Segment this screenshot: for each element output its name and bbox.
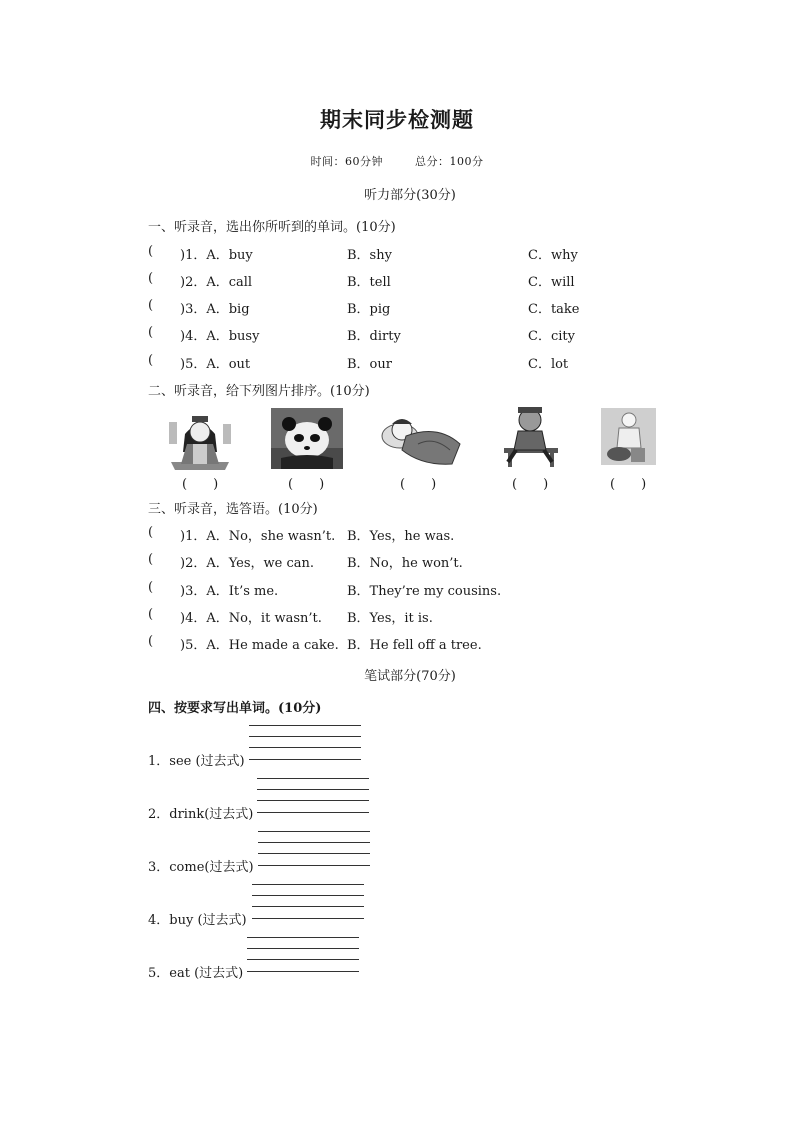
four-line-grid-line bbox=[247, 959, 359, 960]
four-line-grid-line bbox=[249, 736, 361, 737]
q4-option-b: B．dirty bbox=[347, 329, 401, 344]
q3-option-b: B．pig bbox=[347, 302, 391, 317]
q2-option-a: )2．A．call bbox=[180, 275, 253, 290]
four-line-grid-line bbox=[247, 971, 359, 972]
q2-option-b: B．tell bbox=[347, 275, 391, 290]
s3-q4-option-a: )4．A．No，it wasn’t. bbox=[180, 611, 322, 626]
s3-q2-option-a: )2．A．Yes，we can. bbox=[180, 556, 315, 571]
four-line-grid-line bbox=[257, 789, 369, 790]
exam-time: 时间：60分钟 bbox=[310, 155, 383, 168]
q2-option-c: C．will bbox=[528, 275, 575, 290]
section-3-title: 三、听录音，选答语。(10分) bbox=[148, 502, 318, 517]
word-item-5: 5．eat (过去式) bbox=[148, 966, 244, 981]
four-line-grid-line bbox=[247, 948, 359, 949]
exam-score: 总分：100分 bbox=[415, 155, 484, 168]
picture-answer-blank[interactable]: ( ) bbox=[610, 477, 647, 492]
exam-meta bbox=[0, 153, 794, 169]
q4-option-c: C．city bbox=[528, 329, 575, 344]
picture-answer-blank[interactable]: ( ) bbox=[288, 477, 325, 492]
section-1-title: 一、听录音，选出你所听到的单词。(10分) bbox=[148, 220, 396, 235]
word-item-3: 3．come(过去式) bbox=[148, 860, 254, 875]
four-line-grid-line bbox=[249, 725, 361, 726]
answer-paren: ( bbox=[148, 244, 154, 259]
boy-with-dog-icon bbox=[601, 408, 656, 465]
q1-option-a: )1．A．buy bbox=[180, 248, 253, 263]
four-line-grid-line bbox=[258, 853, 370, 854]
word-item-1: 1．see (过去式) bbox=[148, 754, 245, 769]
page-title: 期末同步检测题 bbox=[320, 108, 474, 132]
four-line-grid-line bbox=[252, 895, 364, 896]
q3-option-c: C．take bbox=[528, 302, 580, 317]
four-line-grid-line bbox=[252, 906, 364, 907]
answer-paren: ( bbox=[148, 580, 154, 595]
four-line-grid-line bbox=[257, 778, 369, 779]
s3-q3-option-a: )3．A．It’s me. bbox=[180, 584, 279, 599]
q1-option-c: C．why bbox=[528, 248, 578, 263]
s3-q1-option-b: B．Yes，he was. bbox=[347, 529, 455, 544]
s3-q2-option-b: B．No，he won’t. bbox=[347, 556, 463, 571]
q1-option-b: B．shy bbox=[347, 248, 392, 263]
q4-option-a: )4．A．busy bbox=[180, 329, 260, 344]
four-line-grid-line bbox=[258, 831, 370, 832]
girl-icon bbox=[165, 404, 235, 472]
four-line-grid-line bbox=[249, 747, 361, 748]
four-line-grid-line bbox=[258, 865, 370, 866]
word-item-4: 4．buy (过去式) bbox=[148, 913, 247, 928]
four-line-grid-line bbox=[252, 884, 364, 885]
word-item-2: 2．drink(过去式) bbox=[148, 807, 254, 822]
section-4-title: 四、按要求写出单词。(10分) bbox=[148, 701, 322, 716]
four-line-grid-line bbox=[252, 918, 364, 919]
four-line-grid-line bbox=[257, 812, 369, 813]
picture-answer-blank[interactable]: ( ) bbox=[400, 477, 437, 492]
s3-q3-option-b: B．They’re my cousins. bbox=[347, 584, 502, 599]
q3-option-a: )3．A．big bbox=[180, 302, 250, 317]
answer-paren: ( bbox=[148, 298, 154, 313]
boy-on-bench-icon bbox=[500, 404, 562, 468]
answer-paren: ( bbox=[148, 353, 154, 368]
listening-header: 听力部分(30分) bbox=[364, 188, 456, 203]
four-line-grid-line bbox=[247, 937, 359, 938]
s3-q5-option-b: B．He fell off a tree. bbox=[347, 638, 482, 653]
answer-paren: ( bbox=[148, 607, 154, 622]
answer-paren: ( bbox=[148, 271, 154, 286]
s3-q1-option-a: )1．A．No，she wasn’t. bbox=[180, 529, 336, 544]
writing-header: 笔试部分(70分) bbox=[364, 669, 456, 684]
s3-q5-option-a: )5．A．He made a cake. bbox=[180, 638, 339, 653]
four-line-grid-line bbox=[249, 759, 361, 760]
four-line-grid-line bbox=[258, 842, 370, 843]
answer-paren: ( bbox=[148, 325, 154, 340]
q5-option-b: B．our bbox=[347, 357, 392, 372]
answer-paren: ( bbox=[148, 552, 154, 567]
picture-answer-blank[interactable]: ( ) bbox=[182, 477, 219, 492]
section-2-title: 二、听录音，给下列图片排序。(10分) bbox=[148, 384, 370, 399]
q5-option-c: C．lot bbox=[528, 357, 569, 372]
answer-paren: ( bbox=[148, 634, 154, 649]
answer-paren: ( bbox=[148, 525, 154, 540]
four-line-grid-line bbox=[257, 800, 369, 801]
s3-q4-option-b: B．Yes，it is. bbox=[347, 611, 433, 626]
panda-icon bbox=[271, 408, 343, 469]
sleeping-child-icon bbox=[378, 406, 464, 470]
picture-answer-blank[interactable]: ( ) bbox=[512, 477, 549, 492]
q5-option-a: )5．A．out bbox=[180, 357, 251, 372]
